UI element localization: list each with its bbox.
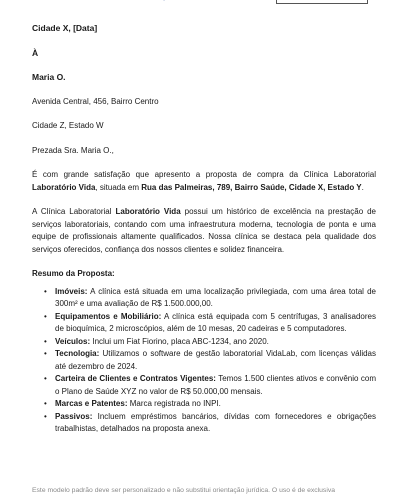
list-item: • Equipamentos e Mobiliário: A clínica está equipada com 5 centrífugas, 3 analisadores de bioquímica, 2 microscópios, além de 10 mesas, 20 cadeiras e 5 computadores. — [44, 311, 376, 333]
recipient-street: Avenida Central, 456, Bairro Centro — [32, 96, 159, 106]
list-item: • Passivos: Incluem empréstimos bancários, dívidas com fornecedores e obrigações trabalhistas, detalhados na proposta anexa. — [44, 411, 376, 433]
lab-name-bold-2: Laboratório Vida — [115, 207, 181, 216]
bullet-icon: • — [44, 311, 47, 321]
footer-disclaimer: Este modelo padrão deve ser personalizado e não substitui orientação jurídica. O uso é de exclusiva — [32, 487, 336, 494]
header-fragment-box — [276, 0, 368, 4]
list-item: • Veículos: Inclui um Fiat Fiorino, placa ABC-1234, ano 2020. — [32, 336, 376, 349]
list-item: • Marcas e Patentes: Marca registrada no INPI. — [32, 398, 376, 411]
bullet-icon: • — [44, 399, 47, 408]
letter-body — [32, 22, 376, 436]
bullet-icon: • — [44, 374, 47, 383]
list-item: • Carteira de Clientes e Contratos Vigentes: Temos 1.500 clientes ativos e convênio com o Plano de Saúde XYZ no valor de R$ 50.000,00 mensais. — [44, 374, 376, 396]
recipient-name: Maria O. — [32, 72, 66, 82]
salutation: Prezada Sra. Maria O., — [32, 145, 114, 155]
to-label: À — [32, 47, 39, 58]
list-item: • Imóveis: A clínica está situada em uma localização privilegiada, com uma área total de 300m² e uma avaliação de R$ 1.500.000,00. — [44, 286, 376, 308]
bullet-icon: • — [44, 286, 47, 296]
top-header-fragment — [0, 0, 400, 8]
bullet-icon: • — [44, 336, 47, 346]
place-date: Cidade X, [Data] — [32, 23, 98, 33]
summary-title: Resumo da Proposta: — [32, 269, 115, 278]
bullet-icon: • — [44, 411, 47, 421]
list-item: • Tecnologia: Utilizamos o software de gestão laboratorial VidaLab, com licenças válidas até dezembro de 2024. — [44, 349, 376, 371]
lab-address-bold: Rua das Palmeiras, 789, Bairro Saúde, Cidade X, Estado Y — [141, 182, 362, 192]
lab-name-bold: Laboratório Vida — [32, 182, 96, 192]
bullet-icon: • — [44, 349, 47, 358]
header-fragment-text — [130, 0, 297, 1]
intro-paragraph: É com grande satisfação que apresento a proposta de compra da Clínica Laboratorial Laboratório Vida, situada em Rua das Palmeiras, 789, Bairro Saúde, Cidade X, Estado Y. — [32, 170, 376, 192]
summary-list — [32, 286, 376, 436]
recipient-city: Cidade Z, Estado W — [32, 121, 104, 130]
history-paragraph: A Clínica Laboratorial Laboratório Vida possui um histórico de excelência na prestação de serviços laboratoriais, contando com uma infraestrutura moderna, tecnologia de ponta e uma equipe de profissionais altamente qualificados. Nossa clínica se destaca pela qualidade dos serviços oferecidos, confiança dos nossos clientes e solidez financeira. — [32, 207, 377, 254]
